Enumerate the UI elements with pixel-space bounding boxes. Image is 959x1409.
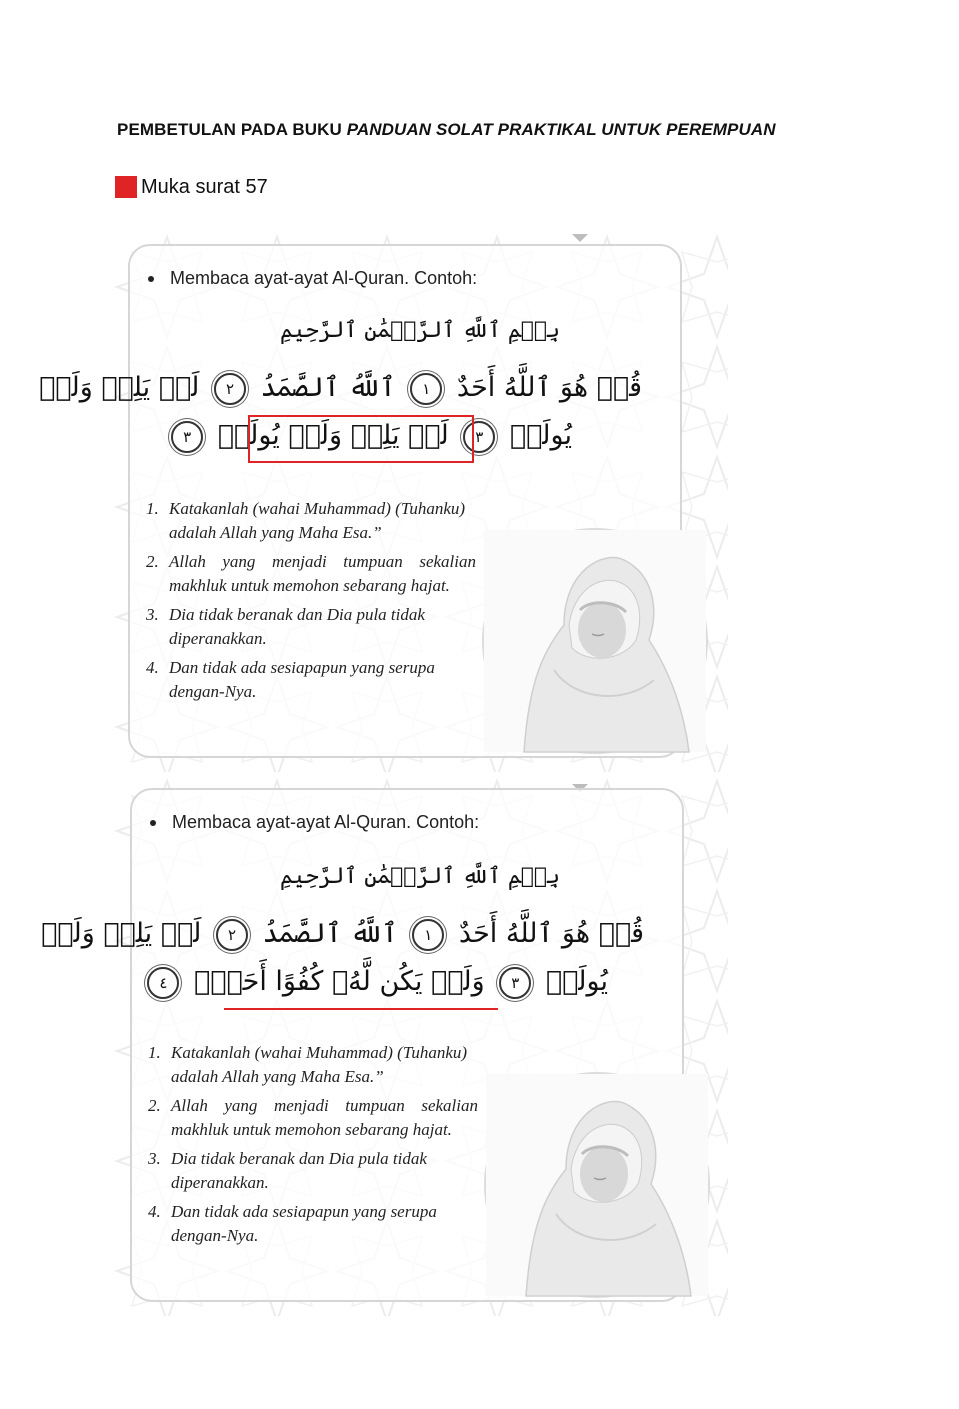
translation-item-2: [146, 550, 476, 597]
translation-item-3: [146, 603, 466, 650]
basmala: بِسۡمِ ٱللَّهِ ٱلرَّحۡمَٰنِ ٱلرَّحِيمِ: [279, 318, 561, 343]
verse-number-end: ٣: [171, 421, 203, 453]
panel-corrected: [41, 776, 728, 1316]
translation-item-3: [148, 1147, 468, 1194]
ayat-4-text: وَلَمۡ يَكُن لَّهُۥ كُفُوًا أَحَدٌۢ: [194, 966, 485, 997]
page-reference: [115, 175, 268, 199]
ayat-3-start-text: لَمۡ يَلِدۡ وَلَمۡ: [39, 372, 200, 403]
translation-list: [148, 1041, 503, 1253]
ayat-1-text: قُلۡ هُوَ ٱللَّهُ أَحَدٌ: [456, 372, 642, 403]
translation-item-1: [146, 497, 501, 544]
ayat-line-1: [39, 372, 642, 405]
ayat-2-text: ٱللَّهُ ٱلصَّمَدُ: [260, 372, 396, 403]
bullet-dot-icon: [148, 276, 154, 282]
verse-number-2: ٢: [216, 919, 248, 951]
red-square-icon: [115, 176, 137, 198]
ayat-2-text: ٱللَّهُ ٱلصَّمَدُ: [262, 918, 398, 949]
translation-number: 1.: [148, 1043, 161, 1062]
error-highlight-box: [248, 415, 474, 463]
translation-item-1: [148, 1041, 503, 1088]
translation-text: Allah yang menjadi tumpuan sekalian makhluk untuk memohon sebarang hajat.: [169, 552, 476, 595]
title-book-name: PANDUAN SOLAT PRAKTIKAL UNTUK PEREMPUAN: [346, 120, 776, 139]
verse-number-3: ٣: [499, 967, 531, 999]
translation-number: 1.: [146, 499, 159, 518]
ayat-1-text: قُلۡ هُوَ ٱللَّهُ أَحَدٌ: [458, 918, 644, 949]
translation-text: Katakanlah (wahai Muhammad) (Tuhanku) adalah Allah yang Maha Esa.”: [169, 499, 466, 542]
translation-text: Dan tidak ada sesiapapun yang serupa dengan-Nya.: [169, 658, 435, 701]
ayat-3-end-text: يُولَدۡ: [545, 966, 608, 997]
translation-text: Dia tidak beranak dan Dia pula tidak diperanakkan.: [169, 605, 425, 648]
verse-number-1: ١: [410, 373, 442, 405]
verse-number-2: ٢: [214, 373, 246, 405]
bullet-text: Membaca ayat-ayat Al-Quran. Contoh:: [170, 268, 478, 288]
panel-original: [39, 232, 728, 772]
ayat-3-start-text: لَمۡ يَلِدۡ وَلَمۡ: [41, 918, 202, 949]
ayat-line-2: [159, 966, 608, 999]
verse-number-4: ٤: [147, 967, 179, 999]
correction-underline: [224, 1008, 498, 1010]
translation-number: 4.: [146, 658, 159, 677]
verse-number-3: ٣: [463, 421, 495, 453]
translation-number: 2.: [146, 552, 159, 571]
bullet-text: Membaca ayat-ayat Al-Quran. Contoh:: [172, 812, 480, 832]
translation-text: Dia tidak beranak dan Dia pula tidak diperanakkan.: [171, 1149, 427, 1192]
bullet-intro: [150, 812, 479, 833]
translation-item-4: [148, 1200, 468, 1247]
bullet-dot-icon: [150, 820, 156, 826]
translation-number: 2.: [148, 1096, 161, 1115]
ayat-3-end-text: يُولَدۡ: [509, 420, 572, 451]
chevron-down-icon: [570, 232, 590, 244]
bullet-intro: [148, 268, 477, 289]
translation-number: 3.: [146, 605, 159, 624]
translation-item-2: [148, 1094, 478, 1141]
translation-number: 3.: [148, 1149, 161, 1168]
translation-text: Dan tidak ada sesiapapun yang serupa dengan-Nya.: [171, 1202, 437, 1245]
page-reference-label: Muka surat 57: [141, 175, 268, 198]
ayat-line-1: [41, 918, 644, 951]
title-plain: PEMBETULAN PADA BUKU: [117, 120, 347, 139]
translation-item-4: [146, 656, 466, 703]
verse-number-1: ١: [412, 919, 444, 951]
basmala: بِسۡمِ ٱللَّهِ ٱلرَّحۡمَٰنِ ٱلرَّحِيمِ: [279, 864, 561, 889]
repeated-ayat-text: لَمۡ يَلِدۡ وَلَمۡ يُولَدۡ: [217, 420, 449, 451]
translation-number: 4.: [148, 1202, 161, 1221]
translation-text: Katakanlah (wahai Muhammad) (Tuhanku) adalah Allah yang Maha Esa.”: [171, 1043, 468, 1086]
woman-praying-photo: [484, 1072, 710, 1298]
document-title: [117, 120, 776, 140]
translation-list: [146, 497, 501, 709]
translation-text: Allah yang menjadi tumpuan sekalian makhluk untuk memohon sebarang hajat.: [171, 1096, 478, 1139]
woman-praying-photo: [482, 528, 708, 754]
